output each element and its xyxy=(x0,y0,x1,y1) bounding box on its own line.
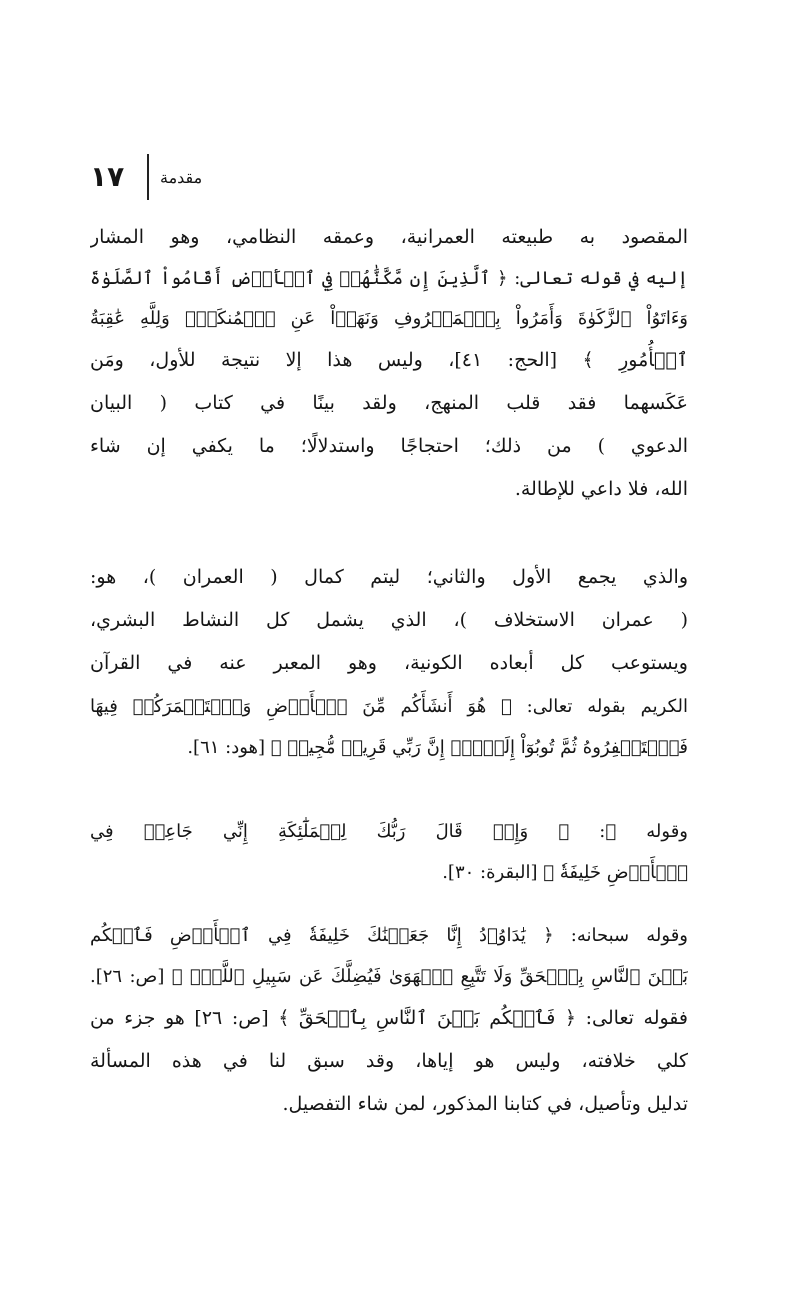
text-line: ٱلۡأَرۡضِ خَلِيفَةٗ ﴾ [البقرة: ٣٠]. xyxy=(442,862,688,883)
text-line: الكريم بقوله تعالى: ﴿ هُوَ أَنشَأَكُم مِّنَ ٱلۡأَرۡضِ وَٱسۡتَعۡمَرَكُمۡ فِيهَا xyxy=(90,696,688,717)
text-line: فقوله تعالى: ﴿ فَٱحۡكُم بَيۡنَ ٱلنَّاسِ بِٱلۡحَقِّ ﴾ [ص: ٢٦] هو جزء من xyxy=(90,1007,688,1029)
text-line: كلي خلافته، وليس هو إياها، وقد سبق لنا في هذه المسألة xyxy=(90,1050,688,1072)
text-line: الله، فلا داعي للإطالة. xyxy=(514,478,688,500)
header-divider xyxy=(147,154,149,200)
paragraph-4 xyxy=(90,914,688,1126)
paragraph-2 xyxy=(90,556,688,768)
text-line: ويستوعب كل أبعاده الكونية، وهو المعبر عنه في القرآن xyxy=(90,652,688,674)
text-line: المقصود به طبيعته العمرانية، وعمقه النظامي، وهو المشار xyxy=(90,226,688,248)
page-number: ١٧ xyxy=(90,160,125,193)
text-line: إليه في قوله تعالى: ﴿ ٱلَّذِينَ إِن مَّكَّنَّٰهُمۡ فِي ٱلۡأَرۡضِ أَقَامُواْ ٱلصَّلَوٰةَ xyxy=(90,268,688,289)
text-line: وقوله ﷻ: ﴿ وَإِذۡ قَالَ رَبُّكَ لِلۡمَلَٰٓئِكَةِ إِنِّي جَاعِلٞ فِي xyxy=(90,821,688,842)
text-line: والذي يجمع الأول والثاني؛ ليتم كمال ( العمران )، هو: xyxy=(90,566,688,588)
text-line: وقوله سبحانه: ﴿ يَٰدَاوُۥدُ إِنَّا جَعَلۡنَٰكَ خَلِيفَةٗ فِي ٱلۡأَرۡضِ فَٱحۡكُم xyxy=(90,925,688,946)
section-title: مقدمة xyxy=(160,168,203,187)
text-line: تدليل وتأصيل، في كتابنا المذكور، لمن شاء التفصيل. xyxy=(282,1093,688,1115)
paragraph-3 xyxy=(90,810,688,893)
running-header xyxy=(0,150,787,200)
text-line: ( عمران الاستخلاف )، الذي يشمل كل النشاط البشري، xyxy=(90,609,688,631)
text-line: عَكَسهما فقد قلب المنهج، ولقد بينًا في كتاب ( البيان xyxy=(90,392,688,414)
text-line: بَيۡنَ ٱلنَّاسِ بِٱلۡحَقِّ وَلَا تَتَّبِعِ ٱلۡهَوَىٰ فَيُضِلَّكَ عَن سَبِيلِ ٱللَّهِۚ ﴾ [ص: ٢٦]. xyxy=(90,966,688,987)
paragraph-1 xyxy=(90,216,688,511)
text-line: فَٱسۡتَغۡفِرُوهُ ثُمَّ تُوبُوٓاْ إِلَيۡهِۚ إِنَّ رَبِّي قَرِيبٞ مُّجِيبٞ ﴾ [هود: ٦١]. xyxy=(187,737,688,758)
text-line: الدعوي ) من ذلك؛ احتجاجًا واستدلالًا؛ ما يكفي إن شاء xyxy=(90,435,688,457)
text-line: وَءَاتَوُاْ ٱلزَّكَوٰةَ وَأَمَرُواْ بِٱلۡمَعۡرُوفِ وَنَهَوۡاْ عَنِ ٱلۡمُنكَرِۗ وَلِلَّهِ عَٰقِبَةُ xyxy=(90,308,688,329)
text-line: ٱلۡأُمُورِ ﴾ [الحج: ٤١]، وليس هذا إلا نتيجة للأول، ومَن xyxy=(90,349,688,371)
